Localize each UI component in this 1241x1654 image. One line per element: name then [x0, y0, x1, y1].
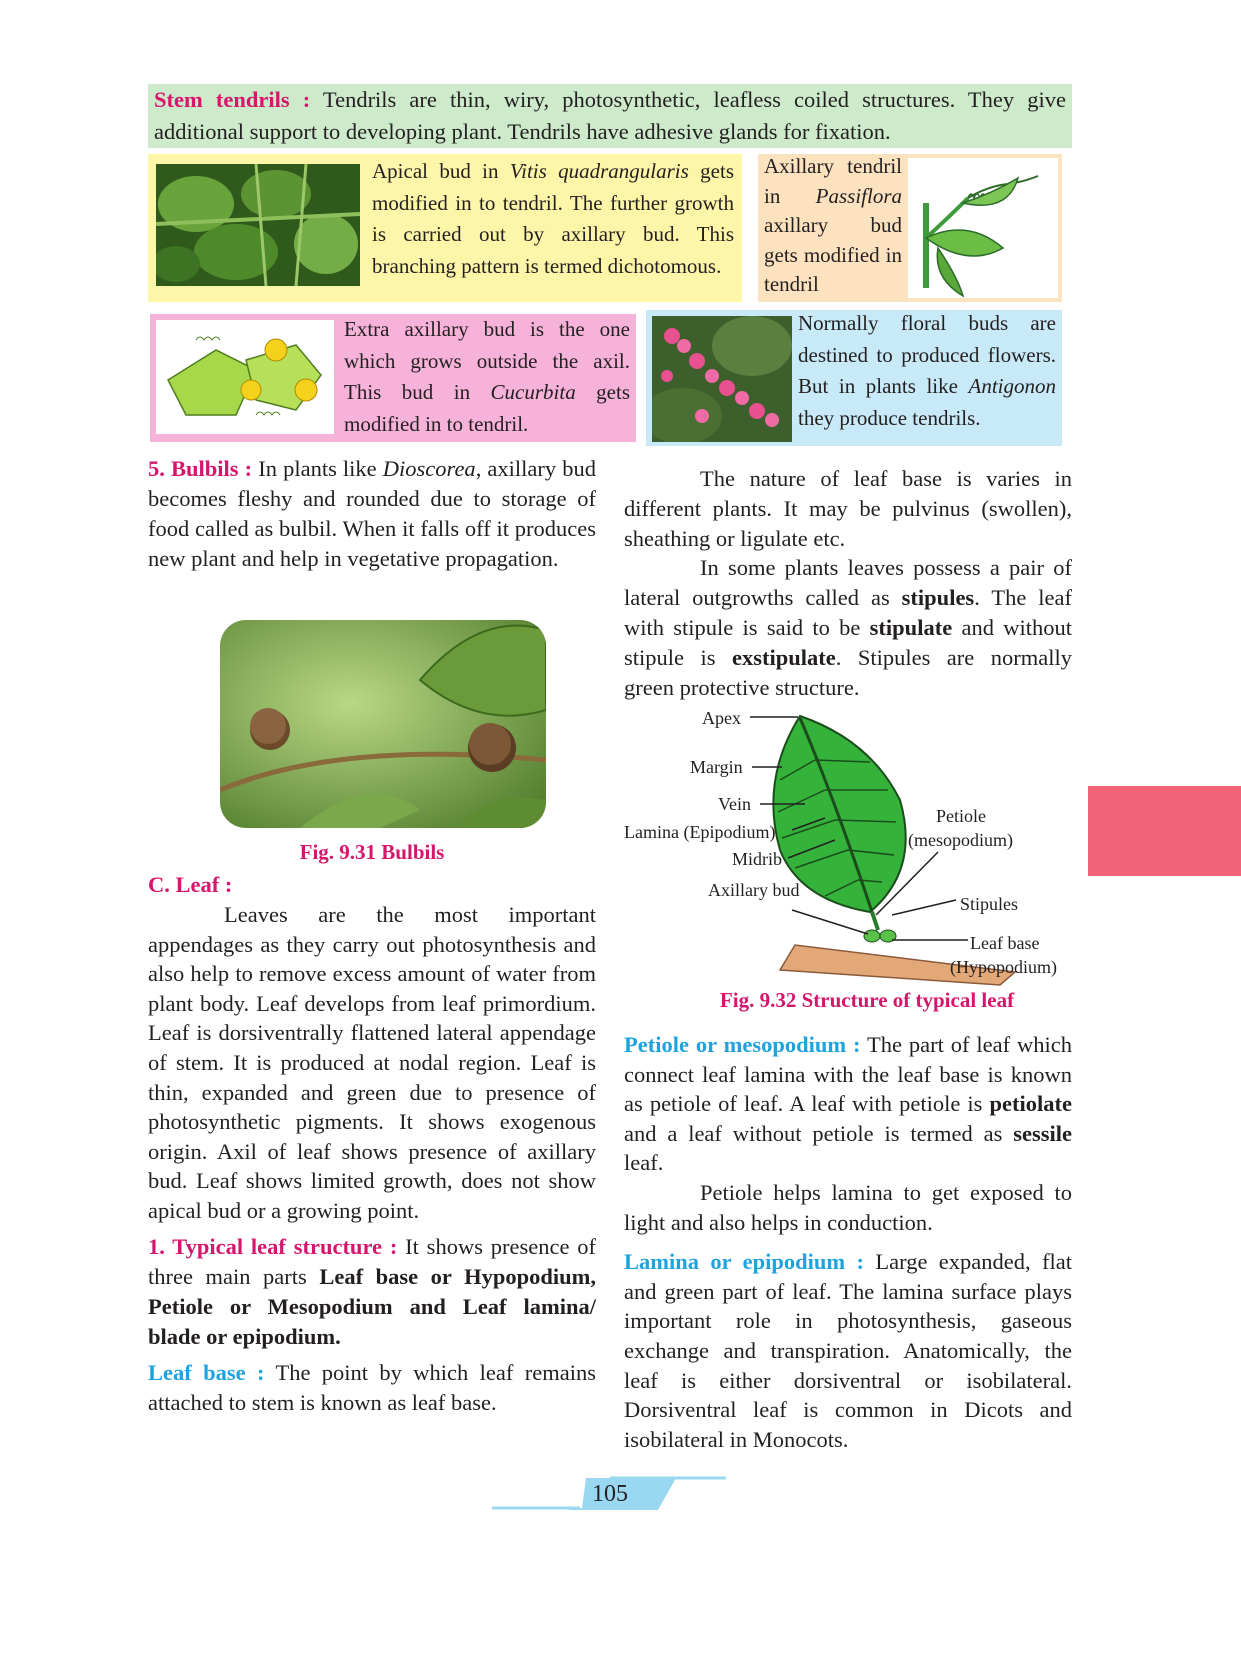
bulbils-text-1: In plants like — [252, 456, 383, 481]
petiolate-bold: petiolate — [989, 1091, 1072, 1117]
label-petiole: Petiole — [936, 806, 986, 826]
leaf-base-nature-paragraph: The nature of leaf base is varies in different plants. It may be pulvinus (swollen), sheathing or ligulate etc. — [624, 466, 1072, 551]
passiflora-box — [758, 154, 1062, 302]
cucurbita-text-2: gets modified in to tendril. — [344, 380, 631, 436]
right-column-top — [624, 464, 1072, 702]
leaf-paragraph: Leaves are the most important appendages as they carry out photosynthesis and also help to remove excess amount of water from plant body. Leaf develops from leaf primordium. Leaf is dorsiventrally flattened lateral appendage of stem. It is produced at nodal region. Leaf is thin, expanded and green due to presence of photosynthetic pigments. It shows exogenous origin. Axil of leaf shows presence of axillary bud. Leaf shows limited growth, does not show apical bud or a growing point. — [148, 902, 596, 1223]
label-mesopodium: (mesopodium) — [908, 830, 1013, 850]
typical-leaf-paragraph — [148, 1232, 596, 1352]
chapter-side-tab — [1088, 786, 1241, 876]
label-vein: Vein — [718, 794, 751, 814]
stipules-text-c: . The leaf with stipule is said to be — [624, 585, 1072, 640]
bulbils-species: Dioscorea — [382, 456, 476, 481]
leaf-base-paragraph — [148, 1358, 596, 1418]
right-column-bottom — [624, 1030, 1072, 1454]
leaf-base-heading: Leaf base : — [148, 1359, 265, 1385]
stipules-bold: stipules — [901, 585, 975, 611]
bulbils-text-2: , axillary bud becomes fleshy and rounded due to storage of food called as bulbil. When it falls off it produces new plant and help in vegetative propagation. — [148, 456, 596, 571]
stipules-text-e: . Stipules are normally green protective structure. — [624, 644, 1072, 700]
bulbils-photo — [220, 620, 546, 828]
stem-tendrils-heading: Stem tendrils : — [154, 87, 311, 112]
typical-leaf-heading: 1. Typical leaf structure : — [148, 1233, 398, 1259]
vitis-box — [148, 154, 742, 302]
label-margin: Margin — [690, 757, 743, 777]
petiole-text-1: The part of leaf which connect leaf lamina with the leaf base is known as petiole of leaf. A leaf with petiole is — [624, 1032, 1072, 1117]
antigonon-text-1: Normally floral buds are destined to produced flowers. But in plants like — [798, 311, 1056, 398]
page-number: 105 — [592, 1481, 628, 1507]
stipulate-bold: stipulate — [869, 614, 953, 640]
label-lamina: Lamina (Epipodium) — [624, 822, 776, 842]
cucurbita-box — [150, 314, 636, 442]
antigonon-box — [646, 310, 1062, 446]
bulbils-heading: 5. Bulbils : — [148, 456, 253, 481]
leaf-heading: C. Leaf : — [148, 872, 233, 897]
exstipulate-bold: exstipulate — [731, 644, 836, 670]
vitis-photo — [156, 164, 360, 286]
label-apex: Apex — [702, 708, 741, 728]
cucurbita-drawing — [156, 320, 334, 434]
antigonon-photo — [652, 316, 792, 442]
fig931-caption: Fig. 9.31 Bulbils — [299, 840, 445, 864]
petiole-text-2: and a leaf without petiole is termed as — [624, 1120, 1014, 1146]
petiole-heading: Petiole or mesopodium : — [624, 1032, 861, 1057]
left-column-bottom — [148, 870, 596, 1418]
lamina-text: Large expanded, flat and green part of leaf. The lamina surface plays important role in photosynthesis, gaseous exchange and transpiration. Anatomically, the leaf is either dorsiventral or isobilateral. Dorsiventral leaf is common in Dicots and isobilateral in Monocots. — [624, 1249, 1072, 1452]
vitis-species: Vitis quadrangularis — [509, 159, 689, 183]
antigonon-species: Antigonon — [968, 374, 1056, 398]
stipules-paragraph — [624, 553, 1072, 702]
stem-tendrils-text: Tendrils are thin, wiry, photosynthetic, leafless coiled structures. They give additional support to developing plant. Tendrils have adhesive glands for fixation. — [154, 87, 1067, 144]
sessile-bold: sessile — [1013, 1120, 1072, 1146]
vitis-text-2: gets modified in to tendril. The further growth is carried out by axillary bud. This branching pattern is termed dichotomous. — [372, 159, 734, 278]
passiflora-species: Passiflora — [815, 183, 902, 208]
lamina-paragraph — [624, 1247, 1072, 1454]
petiole-paragraph-2: Petiole helps lamina to get exposed to light and also helps in conduction. — [624, 1179, 1072, 1235]
label-hypopodium: (Hypopodium) — [950, 957, 1057, 977]
petiole-text-3: leaf. — [624, 1150, 664, 1176]
cucurbita-species: Cucurbita — [490, 380, 576, 404]
bulbils-paragraph — [148, 454, 596, 574]
fig932-caption: Fig. 9.32 Structure of typical leaf — [719, 988, 1015, 1012]
passiflora-text-1: Axillary tendril in — [764, 154, 902, 208]
label-leaf-base: Leaf base — [970, 933, 1040, 953]
lamina-heading: Lamina or epipodium : — [624, 1249, 864, 1275]
stipules-text-d: and without stipule is — [624, 614, 1072, 670]
leaf-base-text: The point by which leaf remains attached to stem is known as leaf base. — [148, 1359, 596, 1415]
leaf-diagram — [620, 700, 1080, 990]
stem-tendrils-box — [148, 84, 1072, 148]
stipules-text-a: In some plants leaves possess a pair of lateral outgrowths called as — [624, 555, 1072, 611]
passiflora-text-2: axillary bud gets modified in tendril — [764, 213, 902, 296]
cucurbita-text-1: Extra axillary bud is the one which grows outside the axil. This bud in — [344, 317, 630, 404]
vitis-text-1: Apical bud in — [372, 159, 510, 183]
left-column-top — [148, 454, 596, 574]
typical-leaf-text: It shows presence of three main parts — [148, 1233, 596, 1289]
label-axillary-bud: Axillary bud — [708, 880, 800, 900]
passiflora-drawing — [908, 158, 1058, 298]
petiole-paragraph — [624, 1030, 1072, 1178]
label-stipules: Stipules — [960, 894, 1019, 914]
antigonon-text-2: they produce tendrils. — [798, 405, 981, 430]
typical-leaf-bold: Leaf base or Hypopodium, Petiole or Mesopodium and Leaf lamina/ blade or epipodium. — [148, 1263, 596, 1349]
label-midrib: Midrib — [732, 849, 783, 869]
